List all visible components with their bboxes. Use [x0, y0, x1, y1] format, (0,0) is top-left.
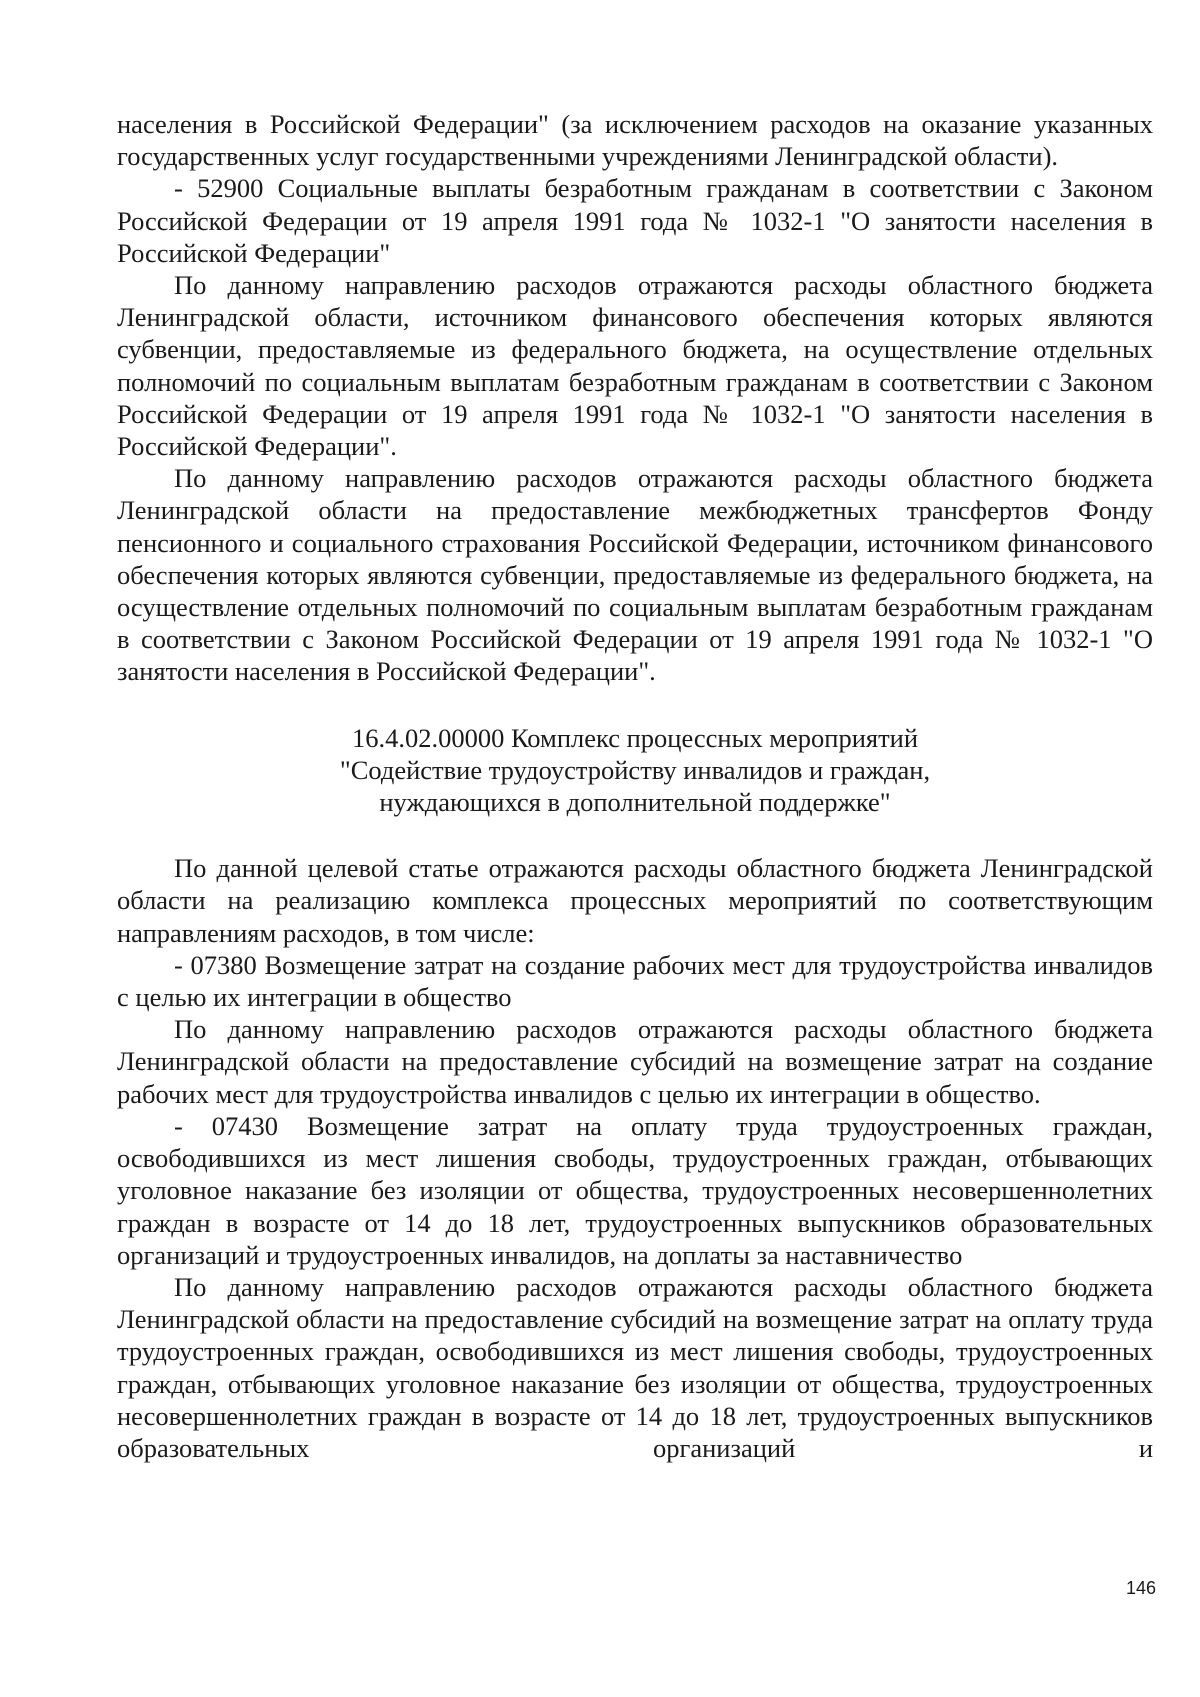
heading-line-title-cont: нуждающихся в дополнительной поддержке": [379, 787, 891, 818]
heading-line-title: "Содействие трудоустройству инвалидов и граждан,: [339, 754, 931, 785]
document-page: [117, 108, 1153, 1464]
paragraph-subsidies-07430: По данному направлению расходов отражаются расходы областного бюджета Ленинградской области на предоставление субсидий на возмещение затрат на оплату труда трудоустроенных граждан, освободившихся из мест лишения свободы, трудоустроенных граждан, отбывающих уголовное наказание без изоляции от общества, трудоустроенных несовершеннолетних граждан в возрасте от 14 до 18 лет, трудоустроенных выпускников образовательных организаций и: [117, 1271, 1153, 1463]
heading-line-code: 16.4.02.00000 Комплекс процессных мероприятий: [351, 722, 919, 753]
section-heading: [117, 722, 1153, 819]
paragraph-continuation: населения в Российской Федерации" (за исключением расходов на оказание указанных государственных услуг государственными учреждениями Ленинградской области).: [117, 109, 1153, 172]
paragraph-item-52900: - 52900 Социальные выплаты безработным гражданам в соответствии с Законом Российской Федерации от 19 апреля 1991 года № 1032-1 "О занятости населения в Российской Федерации": [117, 173, 1153, 268]
paragraph-target-article: По данной целевой статье отражаются расходы областного бюджета Ленинградской области на реализацию комплекса процессных мероприятий по соответствующим направлениям расходов, в том числе:: [117, 853, 1153, 948]
paragraph-transfers: По данному направлению расходов отражаются расходы областного бюджета Ленинградской области на предоставление межбюджетных трансфертов Фонду пенсионного и социального страхования Российской Федерации, источником финансового обеспечения которых являются субвенции, предоставляемые из федерального бюджета, на осуществление отдельных полномочий по социальным выплатам безработным гражданам в соответствии с Законом Российской Федерации от 19 апреля 1991 года № 1032-1 "О занятости населения в Российской Федерации".: [117, 463, 1153, 687]
paragraph-item-07380: - 07380 Возмещение затрат на создание рабочих мест для трудоустройства инвалидов с целью их интеграции в общество: [117, 949, 1153, 1013]
paragraph-subventions: По данному направлению расходов отражаются расходы областного бюджета Ленинградской области, источником финансового обеспечения которых являются субвенции, предоставляемые из федерального бюджета, на осуществление отдельных полномочий по социальным выплатам безработным гражданам в соответствии с Законом Российской Федерации от 19 апреля 1991 года № 1032-1 "О занятости населения в Российской Федерации".: [117, 270, 1153, 462]
paragraph-item-07430: - 07430 Возмещение затрат на оплату труда трудоустроенных граждан, освободившихся из мест лишения свободы, трудоустроенных граждан, отбывающих уголовное наказание без изоляции от общества, трудоустроенных несовершеннолетних граждан в возрасте от 14 до 18 лет, трудоустроенных выпускников образовательных организаций и трудоустроенных инвалидов, на доплаты за наставничество: [117, 1110, 1153, 1270]
paragraph-subsidies-07380: По данному направлению расходов отражаются расходы областного бюджета Ленинградской области на предоставление субсидий на возмещение затрат на создание рабочих мест для трудоустройства инвалидов с целью их интеграции в общество.: [117, 1014, 1153, 1109]
page-number: 146: [1125, 1578, 1156, 1598]
